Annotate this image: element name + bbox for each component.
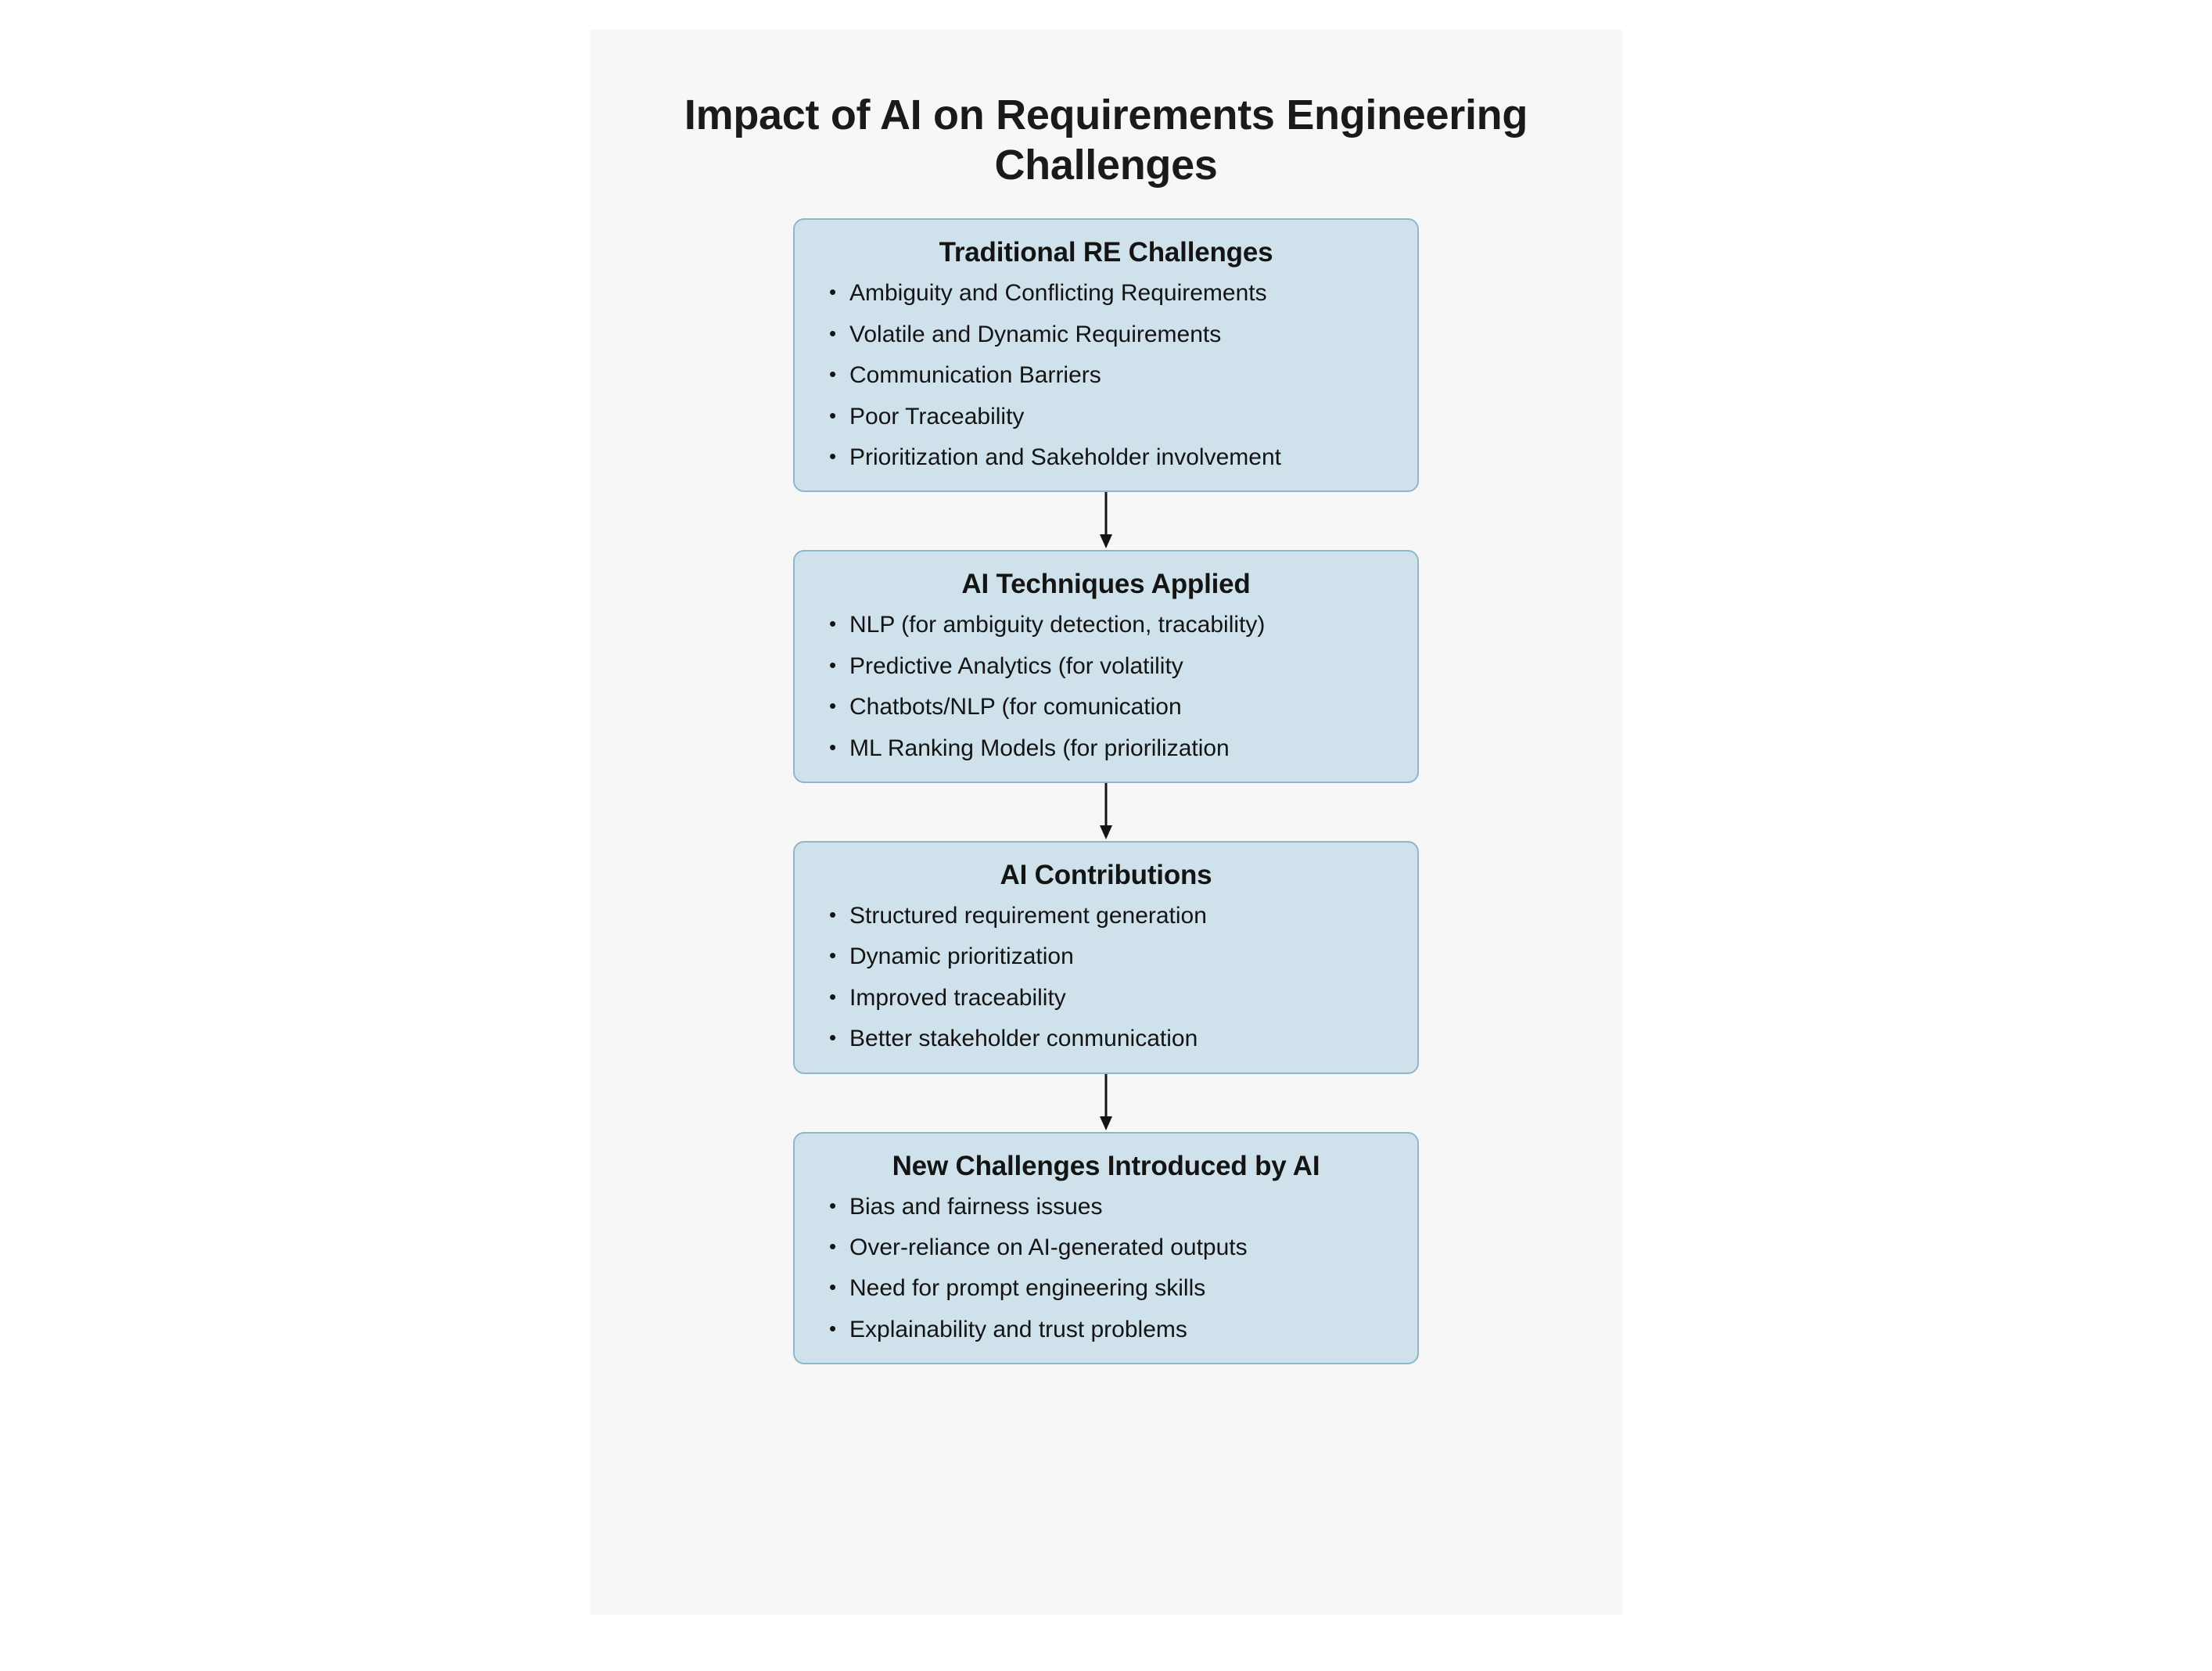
list-item: • Improved traceability bbox=[815, 986, 1397, 1011]
arrow-connector-icon bbox=[1090, 783, 1122, 841]
node-item-list bbox=[815, 613, 1397, 761]
list-item: • Bias and fairness issues bbox=[815, 1195, 1397, 1220]
node-title: Traditional RE Challenges bbox=[939, 237, 1273, 268]
list-item: • Dynamic prioritization bbox=[815, 944, 1397, 969]
arrow-connector-icon bbox=[1090, 1074, 1122, 1132]
node-item-list bbox=[815, 1195, 1397, 1343]
list-item: • Prioritization and Sakeholder involvement bbox=[815, 445, 1397, 470]
flow-node-traditional-re-challenges[interactable] bbox=[793, 218, 1419, 492]
arrow-connector-icon bbox=[1090, 492, 1122, 550]
list-item: • Explainability and trust problems bbox=[815, 1317, 1397, 1342]
list-item: • Poor Traceability bbox=[815, 404, 1397, 429]
list-item: • Communication Barriers bbox=[815, 363, 1397, 388]
list-item: • Chatbots/NLP (for comunication bbox=[815, 695, 1397, 720]
flow-node-ai-techniques-applied[interactable] bbox=[793, 550, 1419, 783]
list-item: • Better stakeholder conmunication bbox=[815, 1026, 1397, 1051]
list-item: • Structured requirement generation bbox=[815, 904, 1397, 929]
list-item: • ML Ranking Models (for priorilization bbox=[815, 736, 1397, 761]
diagram-sheet bbox=[590, 30, 1622, 1615]
flowchart bbox=[590, 30, 1622, 1615]
node-item-list bbox=[815, 281, 1397, 470]
page-title: Impact of AI on Requirements Engineering Challenges bbox=[684, 92, 1528, 189]
list-item: • Need for prompt engineering skills bbox=[815, 1276, 1397, 1301]
flow-node-ai-contributions[interactable] bbox=[793, 841, 1419, 1074]
list-item: • Ambiguity and Conflicting Requirements bbox=[815, 281, 1397, 306]
list-item: • NLP (for ambiguity detection, tracability) bbox=[815, 613, 1397, 638]
flowchart-nodes bbox=[590, 218, 1622, 1364]
node-title: AI Techniques Applied bbox=[961, 569, 1251, 600]
list-item: • Over-reliance on AI-generated outputs bbox=[815, 1235, 1397, 1260]
flow-node-new-challenges-introduced-by-ai[interactable] bbox=[793, 1132, 1419, 1365]
node-title: New Challenges Introduced by AI bbox=[892, 1150, 1320, 1181]
node-item-list bbox=[815, 904, 1397, 1052]
list-item: • Volatile and Dynamic Requirements bbox=[815, 322, 1397, 347]
list-item: • Predictive Analytics (for volatility bbox=[815, 654, 1397, 679]
node-title: AI Contributions bbox=[1000, 859, 1212, 890]
